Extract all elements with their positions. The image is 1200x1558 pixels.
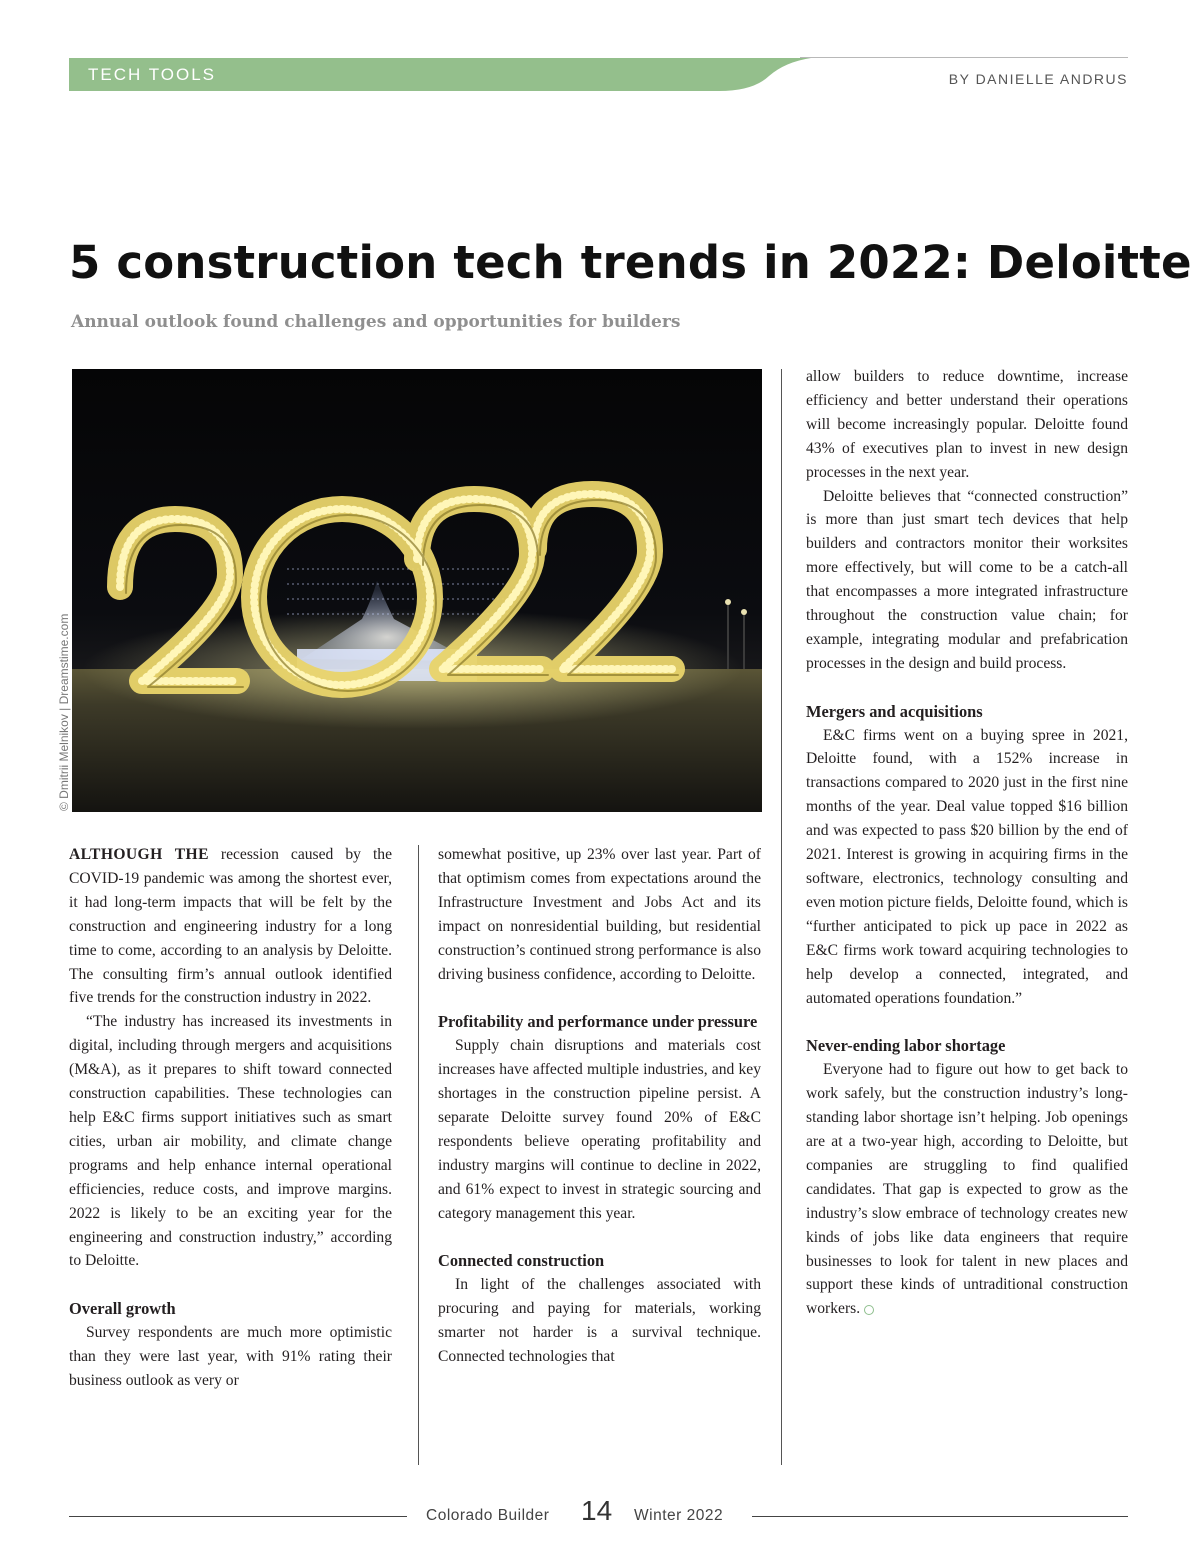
- article-column-3: [806, 365, 1128, 1321]
- body-paragraph: Supply chain disruptions and materials cost increases have affected multiple industries, and key shortages in the construction pipeline persist. A separate Deloitte survey found 20% of E&C respondents believe operating profitability and industry margins will continue to decline in 2022, and 61% expect to invest in strategic sourcing and category management this year.: [438, 1037, 761, 1222]
- body-paragraph: “The industry has increased its investments in digital, including through mergers and acquisitions (M&A), as it prepares to shift toward connected construction capabilities. These technologies can help E&C firms support initiatives such as smart cities, urban air mobility, and climate change programs and help enhance internal operational efficiencies, reduce costs, and improve margins. 2022 is likely to be an exciting year for the engineering and construction industry,” according to Deloitte.: [69, 1013, 392, 1270]
- body-paragraph: Deloitte believes that “connected construction” is more than just smart tech devices that help builders and contractors monitor their worksites more effectively, but will come to be a catch-all that encompasses a more integrated infrastructure throughout the construction value chain; for example, integrating modular and prefabrication processes in the design and build process.: [806, 487, 1128, 672]
- body-paragraph: In light of the challenges associated with procuring and paying for materials, working smarter not harder is a survival technique. Connected technologies that: [438, 1276, 761, 1365]
- footer-issue: Winter 2022: [634, 1507, 724, 1524]
- end-mark-icon: [864, 1305, 874, 1315]
- body-paragraph: ALTHOUGH THE recession caused by the COVID-19 pandemic was among the shortest ever, it had long-term impacts that will be felt by the construction and engineering industry for a long time to come, according to an analysis by Deloitte. The consulting firm’s annual outlook identified five trends for the construction industry in 2022.: [69, 846, 392, 1007]
- photo-credit: © Dmitrii Melnikov | Dreamstime.com: [57, 613, 71, 811]
- subhead-labor-shortage: Never-ending labor shortage: [806, 1036, 1006, 1056]
- body-paragraph: somewhat positive, up 23% over last year. Part of that optimism comes from expectations around the Infrastructure Investment and Jobs Act and its impact on nonresidential building, but residential construction’s continued strong performance is also driving business confidence, according to Deloitte.: [438, 846, 761, 983]
- article-column-2: [438, 843, 761, 1369]
- subhead-connected-construction: Connected construction: [438, 1251, 605, 1271]
- column-rule: [418, 845, 419, 1465]
- subhead-overall-growth: Overall growth: [69, 1299, 176, 1319]
- footer-rule: [752, 1516, 1128, 1517]
- page-number: 14: [581, 1495, 613, 1526]
- footer-rule: [69, 1516, 407, 1517]
- body-paragraph: Everyone had to figure out how to get back to work safely, but the construction industry’s long-standing labor shortage isn’t helping. Job openings are at a two-year high, according to Deloitte, but companies are struggling to find qualified candidates. That gap is expected to grow as the industry’s slow embrace of technology creates new kinds of jobs like data engineers that require businesses to look for talent in new places and support these kinds of untraditional construction workers.: [806, 1061, 1128, 1318]
- body-paragraph: allow builders to reduce downtime, increase efficiency and better understand their operations will become increasingly popular. Deloitte found 43% of executives plan to invest in new design processes in the next year.: [806, 368, 1128, 481]
- article-column-1: [69, 843, 392, 1393]
- header-rule: [800, 57, 1128, 58]
- byline: BY DANIELLE ANDRUS: [948, 71, 1128, 87]
- article-title: 5 construction tech trends in 2022: Deloitte: [69, 236, 1192, 289]
- body-paragraph: Survey respondents are much more optimistic than they were last year, with 91% rating their business outlook as very or: [69, 1324, 392, 1389]
- body-paragraph: E&C firms went on a buying spree in 2021, Deloitte found, with a 152% increase in transactions compared to 2020 just in the first nine months of the year. Deal value topped $16 billion and was expected to pass $20 billion by the end of 2021. Interest is growing in acquiring firms in the software, electronics, technology consulting and even motion picture fields, Deloitte found, which is “further anticipated to pick up pace in 2022 as E&C firms work toward acquiring technologies to help develop a connected, integrated, and automated operations foundation.”: [806, 726, 1128, 1007]
- footer-publication: Colorado Builder: [426, 1507, 550, 1524]
- subhead-profitability: Profitability and performance under pressure: [438, 1012, 758, 1032]
- lead-in: ALTHOUGH THE: [69, 846, 209, 863]
- column-rule: [781, 369, 782, 1465]
- subhead-mergers: Mergers and acquisitions: [806, 701, 983, 721]
- section-label: TECH TOOLS: [88, 65, 217, 84]
- photo-2022-lights: [72, 369, 762, 812]
- article-deck: Annual outlook found challenges and opportunities for builders: [71, 312, 681, 332]
